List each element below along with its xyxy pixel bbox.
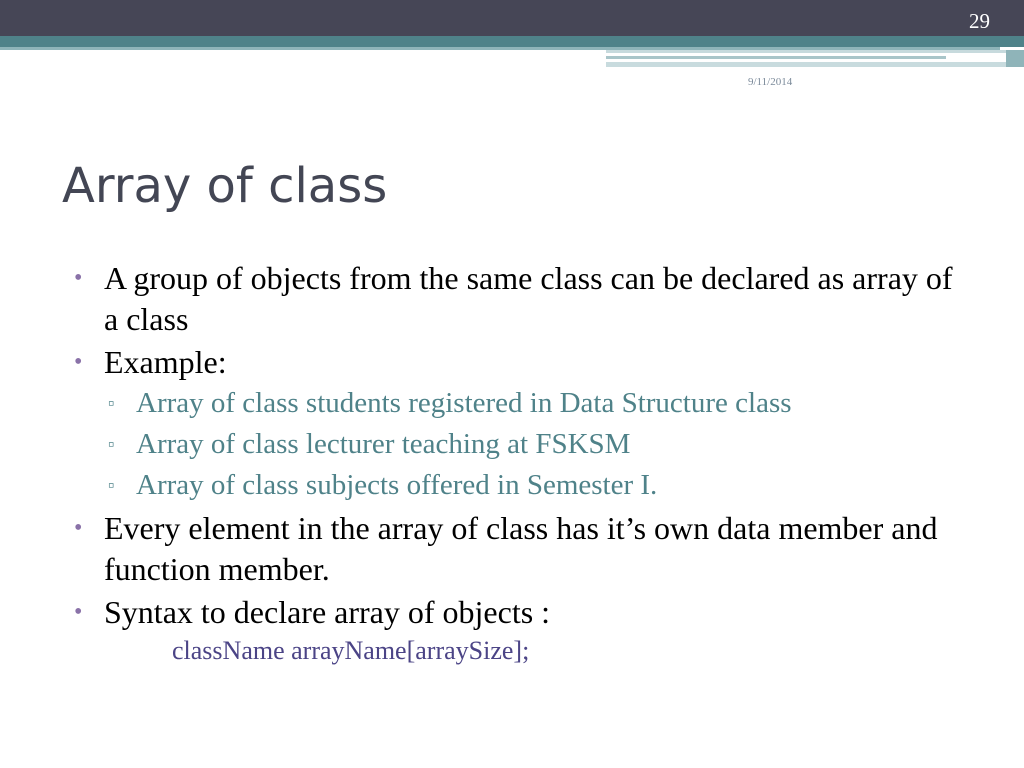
- sub-bullet-text: Array of class subjects offered in Semester I.: [136, 469, 658, 501]
- bullet-text: A group of objects from the same class can be declared as array of a class: [104, 260, 953, 337]
- header-stripe: [606, 62, 1006, 67]
- slide-title: Array of class: [62, 158, 388, 214]
- bullet-icon: •: [74, 265, 83, 291]
- bullet-item: [74, 342, 974, 383]
- header-bar: [0, 0, 1024, 36]
- header-stripe: [0, 36, 1024, 47]
- sub-bullet-icon: ▫: [108, 434, 115, 454]
- header-stripe: [1006, 50, 1024, 67]
- slide-date: 9/11/2014: [748, 76, 793, 88]
- bullet-icon: •: [74, 515, 83, 541]
- header-stripe: [606, 56, 946, 59]
- header-stripe: [606, 50, 1024, 53]
- sub-bullet-text: Array of class lecturer teaching at FSKSM: [136, 428, 631, 460]
- sub-bullet-icon: ▫: [108, 475, 115, 495]
- syntax-code: className arrayName[arraySize];: [172, 636, 530, 665]
- sub-bullet-text: Array of class students registered in Data Structure class: [136, 387, 792, 419]
- bullet-icon: •: [74, 349, 83, 375]
- sub-bullet-item: [74, 426, 974, 462]
- slide-body: [74, 258, 974, 669]
- slide-number: 29: [969, 9, 990, 33]
- bullet-text: Example:: [104, 344, 227, 380]
- bullet-text: Syntax to declare array of objects :: [104, 594, 551, 630]
- sub-bullet-item: [74, 467, 974, 503]
- sub-bullet-item: [74, 385, 974, 421]
- bullet-item: [74, 592, 974, 633]
- bullet-item: [74, 258, 974, 340]
- bullet-icon: •: [74, 599, 83, 625]
- bullet-text: Every element in the array of class has it’s own data member and function member.: [104, 510, 938, 587]
- bullet-item: [74, 508, 974, 590]
- sub-bullet-icon: ▫: [108, 393, 115, 413]
